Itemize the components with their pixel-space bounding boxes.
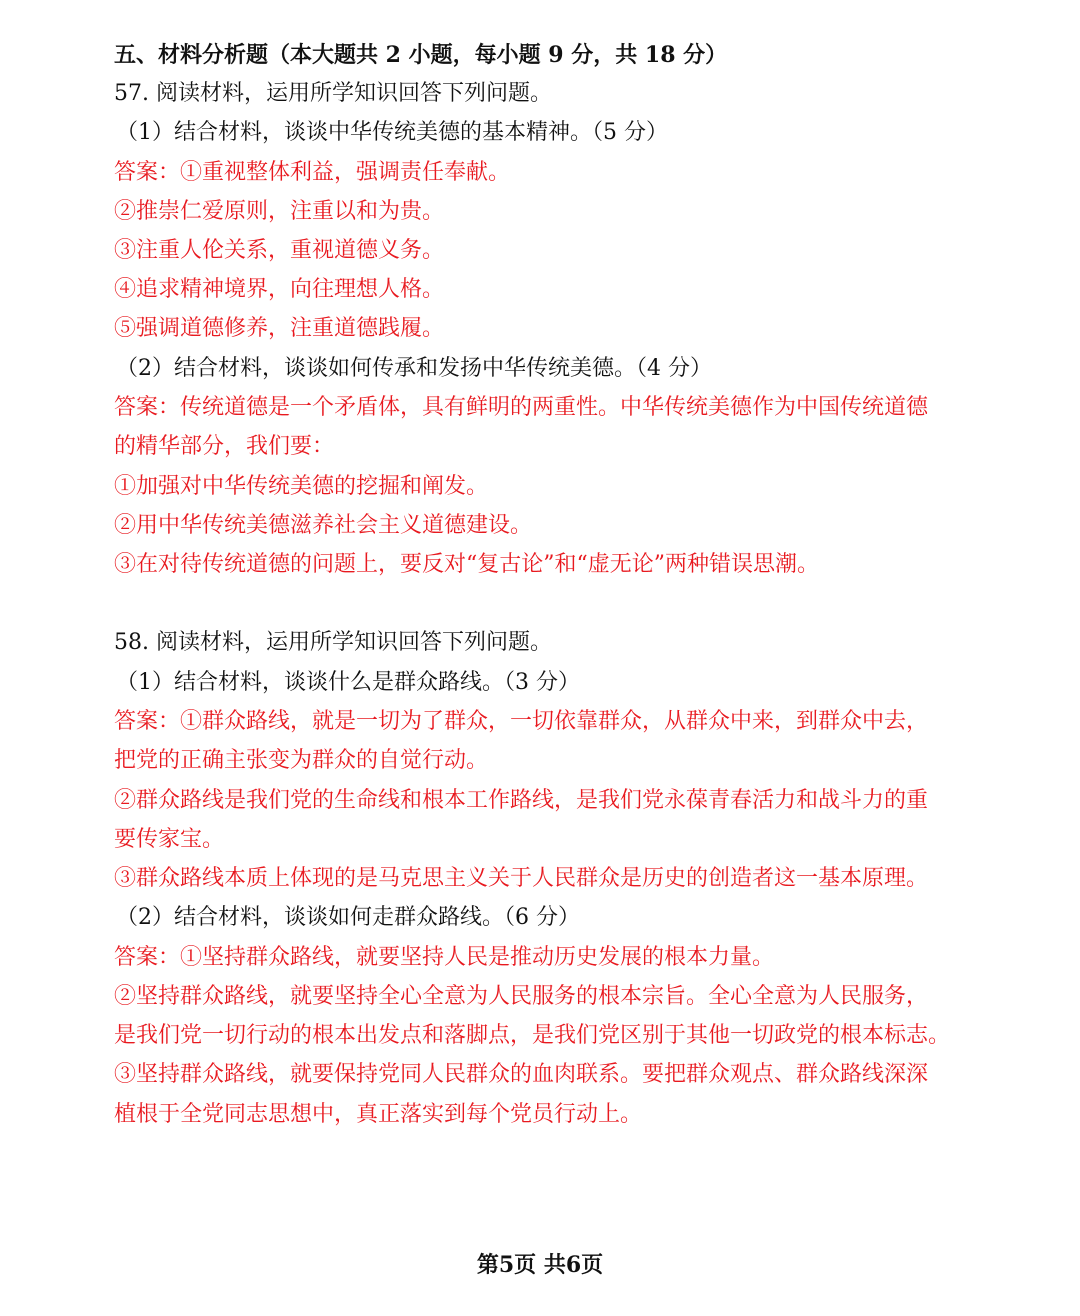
q58-sub2-answer-line: ②坚持群众路线，就要坚持全心全意为人民服务的根本宗旨。全心全意为人民服务， — [114, 984, 929, 1009]
page-number-footer: 第5页 共6页 — [476, 1252, 604, 1278]
q57-sub2-answer-line: ①加强对中华传统美德的挖掘和阐发。 — [114, 474, 489, 499]
q58-sub2-answer-line: ③坚持群众路线，就要保持党同人民群众的血肉联系。要把群众观点、群众路线深深 — [114, 1062, 929, 1087]
section-title: 五、材料分析题（本大题共 2 小题，每小题 9 分，共 18 分） — [114, 42, 728, 68]
q58-stem: 58. 阅读材料，运用所学知识回答下列问题。 — [114, 630, 552, 655]
q57-sub1-answer-line: ②推崇仁爱原则，注重以和为贵。 — [114, 199, 445, 224]
q58-sub1-answer-line: 把党的正确主张变为群众的自觉行动。 — [114, 748, 489, 773]
q58-sub2-answer-line: 是我们党一切行动的根本出发点和落脚点，是我们党区别于其他一切政党的根本标志。 — [114, 1023, 951, 1048]
q57-stem: 57. 阅读材料，运用所学知识回答下列问题。 — [114, 81, 552, 106]
q57-sub2-question: （2）结合材料，谈谈如何传承和发扬中华传统美德。（4 分） — [116, 356, 712, 381]
q57-sub1-answer-line: ③注重人伦关系，重视道德义务。 — [114, 238, 445, 263]
q58-sub2-question: （2）结合材料，谈谈如何走群众路线。（6 分） — [116, 905, 580, 930]
q58-sub2-answer-line: 植根于全党同志思想中，真正落实到每个党员行动上。 — [114, 1102, 643, 1127]
q58-sub2-answer-line: 答案：①坚持群众路线，就要坚持人民是推动历史发展的根本力量。 — [114, 945, 775, 970]
q57-sub1-answer-line: ④追求精神境界，向往理想人格。 — [114, 277, 445, 302]
q57-sub2-answer-line: 答案：传统道德是一个矛盾体，具有鲜明的两重性。中华传统美德作为中国传统道德 — [114, 395, 929, 420]
q58-sub1-question: （1）结合材料，谈谈什么是群众路线。（3 分） — [116, 670, 580, 695]
q57-sub1-answer-line: ⑤强调道德修养，注重道德践履。 — [114, 316, 445, 341]
q58-sub1-answer-line: ②群众路线是我们党的生命线和根本工作路线，是我们党永葆青春活力和战斗力的重 — [114, 788, 929, 813]
q58-sub1-answer-line: 要传家宝。 — [114, 827, 225, 852]
q57-sub2-answer-line: ③在对待传统道德的问题上，要反对“复古论”和“虚无论”两种错误思潮。 — [114, 552, 819, 577]
q57-sub1-question: （1）结合材料，谈谈中华传统美德的基本精神。（5 分） — [116, 120, 668, 145]
q57-sub1-answer-line: 答案：①重视整体利益，强调责任奉献。 — [114, 160, 511, 185]
q58-sub1-answer-line: ③群众路线本质上体现的是马克思主义关于人民群众是历史的创造者这一基本原理。 — [114, 866, 929, 891]
q57-sub2-answer-line: ②用中华传统美德滋养社会主义道德建设。 — [114, 513, 533, 538]
q57-sub2-answer-line: 的精华部分，我们要： — [114, 434, 335, 459]
q58-sub1-answer-line: 答案：①群众路线，就是一切为了群众，一切依靠群众，从群众中来，到群众中去， — [114, 709, 929, 734]
